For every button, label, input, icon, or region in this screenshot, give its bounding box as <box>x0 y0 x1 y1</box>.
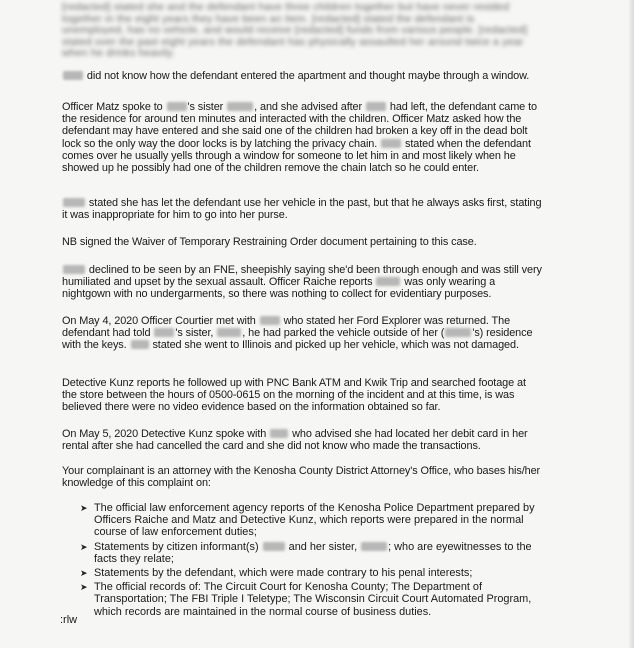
paragraph-detective-kunz-footage: Detective Kunz reports he followed up with PNC Bank ATM and Kwik Trip and searched footage at the store between the hours of 0500-0615 on the morning of the incident and at this time, is was believed there were no video evidence based on the information obtained so far. <box>62 377 526 414</box>
paragraph-complainant: Your complainant is an attorney with the Kenosha County District Attorney's Office, who bases his/her knowledge of this complaint on: <box>62 465 541 490</box>
redaction-block <box>270 429 288 438</box>
list-item-text: The official records of: The Circuit Court for Kenosha County; The Department of Transportation; The FBI Triple I Teletype; The Wisconsin Circuit Court Automated Program, which records are maintained in the normal course of business duties. <box>94 581 532 618</box>
redaction-block <box>260 316 280 325</box>
list-item <box>80 567 550 579</box>
paragraph-text: declined to be seen by an FNE, sheepishly saying she'd been through enough and was still very humiliated and upset by the sexual assault. Officer Raiche reports <box>62 264 542 289</box>
arrow-bullet-icon: ➤ <box>80 503 88 513</box>
redaction-block <box>63 265 85 274</box>
paragraph-text: had left, the defendant came to the residence for around ten minutes and interacted with the children. Officer Matz asked how the defendant may have entered and she said one of the children had broken a key off in the dead bolt lock so the only way the door locks is by latching the privacy chain. <box>62 101 537 150</box>
paragraph-text: did not know how the defendant entered the apartment and thought maybe through a window. <box>84 70 530 82</box>
paragraph-text: 's sister, <box>175 327 217 340</box>
redaction-block <box>381 139 401 148</box>
list-item <box>80 541 550 565</box>
list-item-text: and her sister, <box>285 540 361 553</box>
list-item-text: Statements by citizen informant(s) <box>94 540 262 553</box>
paragraph-text: was only wearing a nightgown with no undergarments, so there was nothing to collect for evidentiary purposes. <box>62 276 496 301</box>
redaction-block <box>217 328 241 337</box>
paragraph-text: , he had parked the vehicle outside of her ( <box>242 327 445 340</box>
paragraph-text: Officer Matz spoke to <box>62 101 166 113</box>
paragraph-text: stated she has let the defendant use her vehicle in the past, but that he always asks first, stating it was inappropriate for him to go into her purse. <box>62 197 542 222</box>
arrow-bullet-icon: ➤ <box>80 582 88 593</box>
paragraph-detective-kunz-debit-card <box>62 428 542 452</box>
redaction-block <box>366 102 386 111</box>
redaction-block <box>227 102 253 111</box>
redaction-block <box>63 71 83 80</box>
arrow-bullet-icon: ➤ <box>80 568 88 579</box>
redaction-block <box>361 542 387 551</box>
paragraph-text: 's sister <box>187 101 227 113</box>
paragraph-entry-method <box>62 70 542 82</box>
paragraph-text: who stated her Ford Explorer was returned. The defendant had told <box>62 315 511 340</box>
redaction-block <box>63 198 85 207</box>
page-edge-shadow <box>628 0 634 648</box>
redaction-block <box>376 277 400 286</box>
redaction-block <box>445 328 471 337</box>
typist-initials: :rlw <box>60 614 78 626</box>
paragraph-text: stated she went to Illinois and picked up her vehicle, which was not damaged. <box>149 339 519 352</box>
list-item-text: Statements by the defendant, which were made contrary to his penal interests; <box>94 567 473 580</box>
knowledge-sources-list <box>80 502 550 620</box>
list-item-text: ; who are eyewitnesses to the facts they relate; <box>94 540 532 565</box>
list-item-text: The official law enforcement agency reports of the Kenosha Police Department prepared by Officers Raiche and Matz and Detective Kunz, which reports were prepared in the normal course of law enforcement duties; <box>94 502 535 539</box>
paragraph-text: stated when the defendant comes over he usually yells through a window for someone to let him in and most likely when he showed up he possibly had one of the children remove the chain latch so he could enter. <box>62 137 531 175</box>
blurred-top-paragraph: [redacted] stated she and the defendant have three children together but have never resided together in the eight years they have been an item. [redacted] stated the defendant is unemployed, has no vehicle, and would receive [redacted] funds from various people. [redacted] stated over the past eight years the defendant has physically assaulted her around twice a year when he drinks heavily. <box>62 1 528 59</box>
paragraph-fne <box>62 264 542 301</box>
paragraph-waiver: NB signed the Waiver of Temporary Restraining Order document pertaining to this case. <box>62 236 477 248</box>
paragraph-vehicle-use <box>62 197 542 221</box>
paragraph-text: who advised she had located her debit card in her rental after she had cancelled the card and she did not know who made the transactions. <box>62 428 528 453</box>
paragraph-text: 's) residence with the keys. <box>62 327 533 352</box>
paragraph-text: On May 4, 2020 Officer Courtier met with <box>62 315 259 327</box>
arrow-bullet-icon: ➤ <box>80 541 88 552</box>
redaction-block <box>263 542 285 551</box>
paragraph-officer-matz <box>62 101 542 174</box>
paragraph-officer-courtier <box>62 315 542 352</box>
redaction-block <box>167 102 187 111</box>
list-item <box>80 581 550 618</box>
redaction-block <box>131 340 149 349</box>
list-item <box>80 502 550 539</box>
paragraph-text: , and she advised after <box>254 101 365 113</box>
paragraph-text: On May 5, 2020 Detective Kunz spoke with <box>62 428 270 440</box>
redaction-block <box>154 328 174 337</box>
